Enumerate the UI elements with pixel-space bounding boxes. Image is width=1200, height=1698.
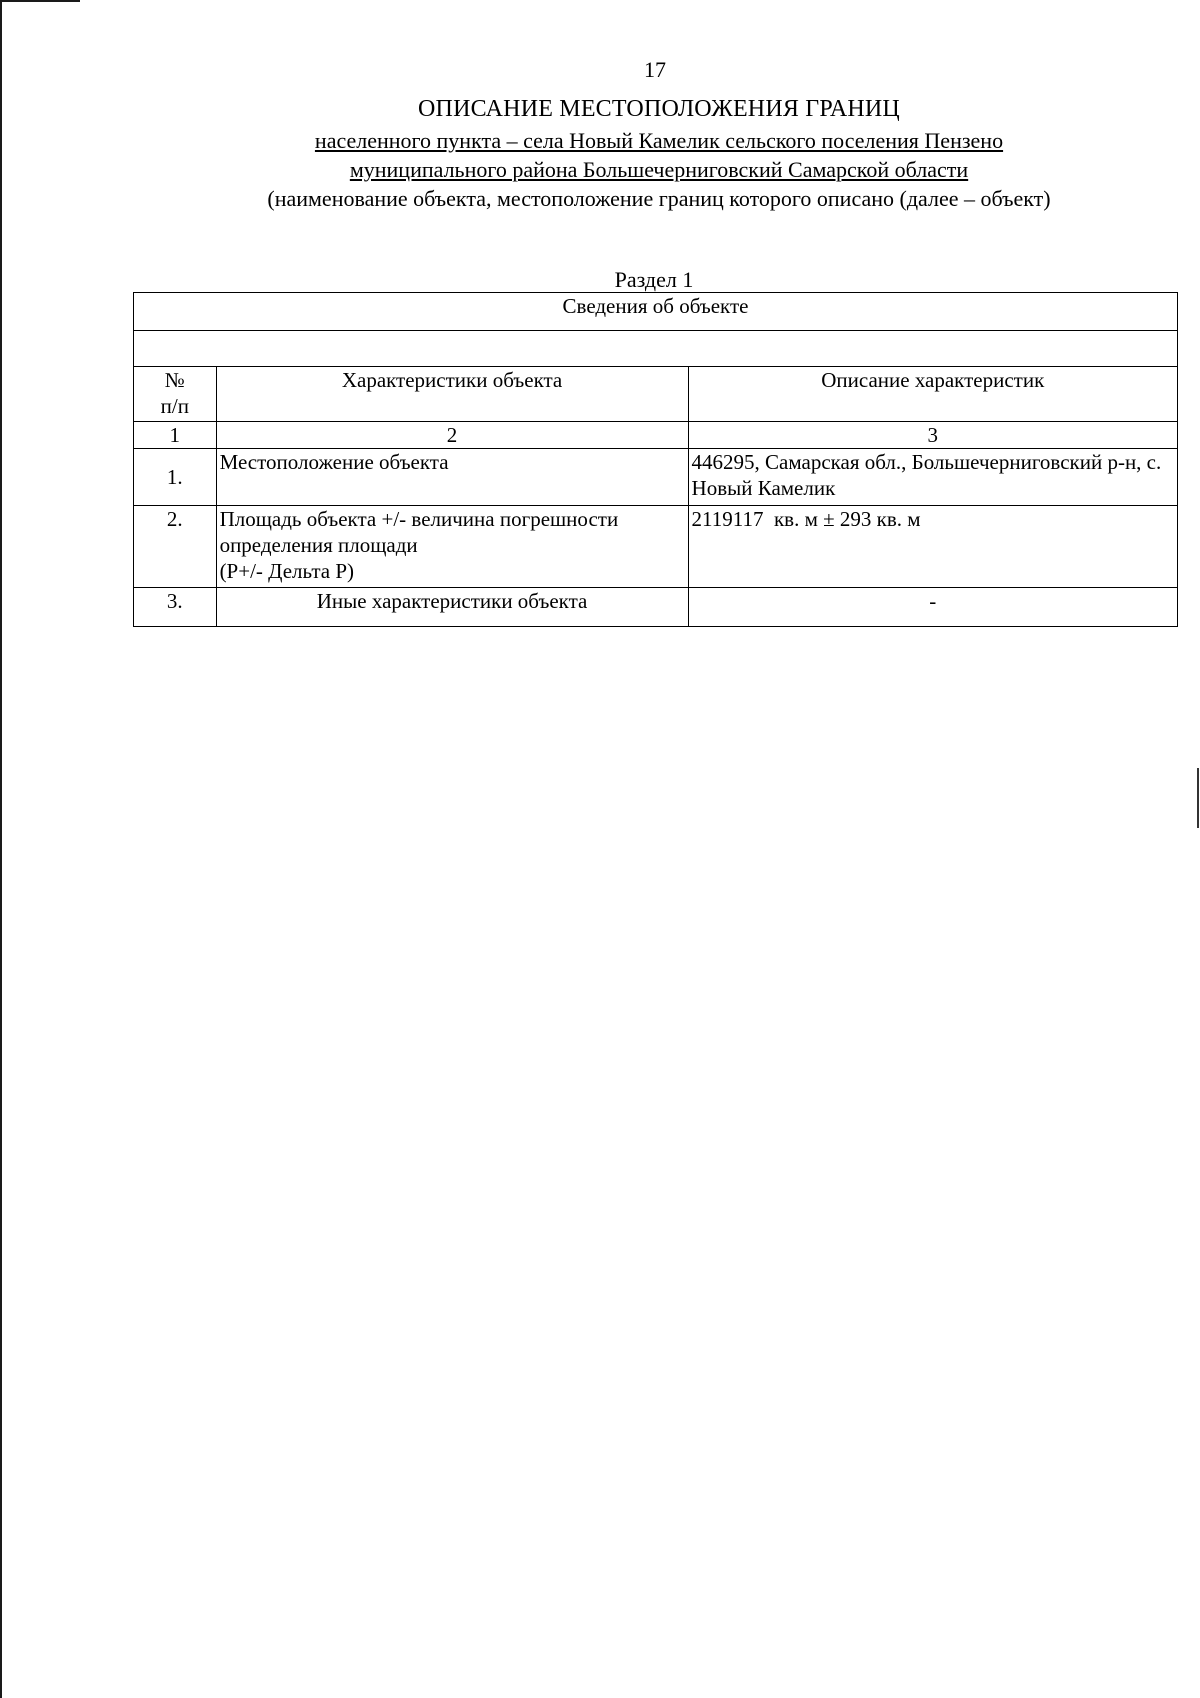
column-number: 3 <box>688 422 1177 449</box>
subtitle-line-2: муниципального района Большечерниговский Самарской области <box>349 157 969 182</box>
table-row <box>134 506 1178 588</box>
row-characteristic: Местоположение объекта <box>216 449 688 506</box>
subtitle-line-1: населенного пункта – села Новый Камелик сельского поселения Пензено <box>314 128 1004 153</box>
row-number: 1. <box>134 449 217 506</box>
column-header-row <box>134 367 1178 422</box>
column-header-number: № п/п <box>134 367 217 422</box>
table-header-row <box>134 293 1178 331</box>
row-number: 3. <box>134 588 217 627</box>
scan-mark-right <box>1197 768 1199 828</box>
column-header-characteristic: Характеристики объекта <box>216 367 688 422</box>
row-description: 2119117 кв. м ± 293 кв. м <box>688 506 1177 588</box>
table-row <box>134 449 1178 506</box>
column-number-row <box>134 422 1178 449</box>
column-header-description: Описание характеристик <box>688 367 1177 422</box>
scan-edge-left <box>0 0 2 1698</box>
section-label: Раздел 1 <box>614 267 694 292</box>
table-blank-row <box>134 331 1178 367</box>
row-characteristic: Иные характеристики объекта <box>216 588 688 627</box>
row-description: - <box>688 588 1177 627</box>
row-number: 2. <box>134 506 217 588</box>
row-characteristic: Площадь объекта +/- величина погрешности определения площади (Р+/- Дельта Р) <box>216 506 688 588</box>
object-info-table <box>133 292 1178 627</box>
document-title: ОПИСАНИЕ МЕСТОПОЛОЖЕНИЯ ГРАНИЦ <box>418 96 900 122</box>
table-row <box>134 588 1178 627</box>
subtitle-note: (наименование объекта, местоположение границ которого описано (далее – объект) <box>267 186 1051 211</box>
column-number: 2 <box>216 422 688 449</box>
column-number: 1 <box>134 422 217 449</box>
table-header: Сведения об объекте <box>134 293 1178 331</box>
scan-edge-top <box>0 0 80 2</box>
page-number: 17 <box>644 57 666 82</box>
row-description: 446295, Самарская обл., Большечерниговский р-н, с. Новый Камелик <box>688 449 1177 506</box>
